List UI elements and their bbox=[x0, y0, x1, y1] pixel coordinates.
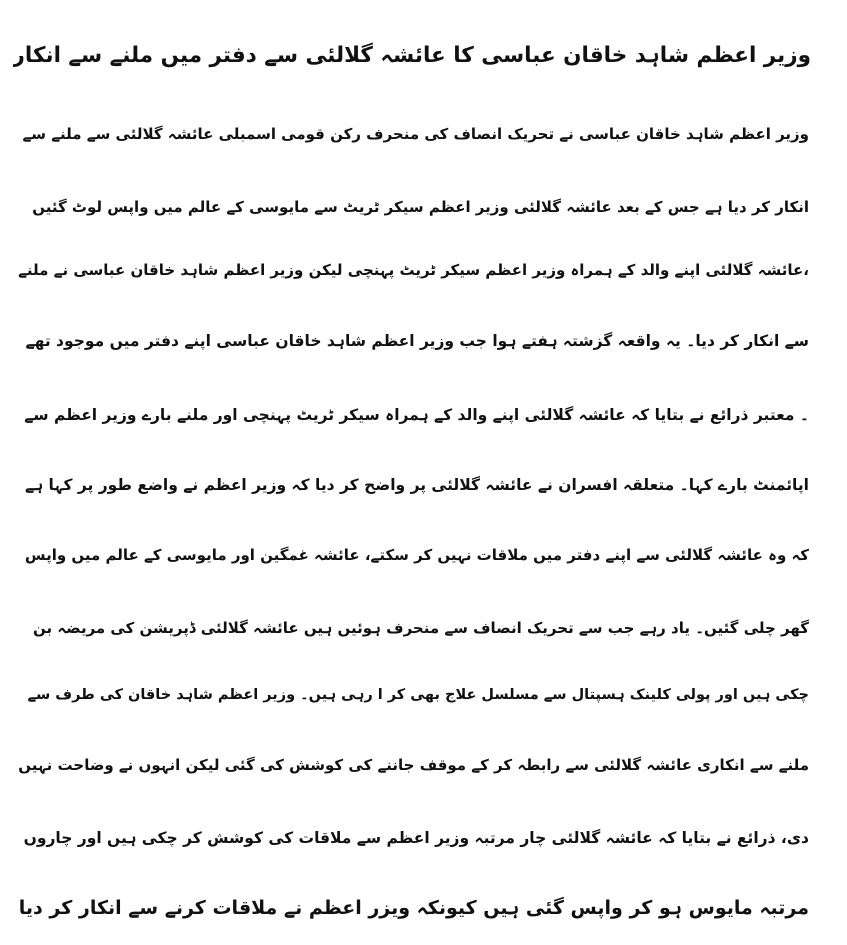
article-line-8: گھر چلی گئیں۔ یاد رہے جب سے تحریک انصاف سے منحرف ہوئیں ہیں عائشہ گلالئی ڈپریشن کی مریضہ بن bbox=[33, 619, 809, 637]
article-line-7: کہ وہ عائشہ گلالئی سے اپنے دفتر میں ملاقات نہیں کر سکتے، عائشہ غمگین اور مایوسی کے عالم میں واپس bbox=[24, 546, 809, 564]
article-line-3: ،عائشہ گلالئی اپنے والد کے ہمراہ وزیر اعظم سیکر ٹریٹ پہنچی لیکن وزیر اعظم شاہد خاقان عباسی نے ملنے bbox=[18, 261, 809, 279]
article-line-5: ۔ معتبر ذرائع نے بتایا کہ عائشہ گلالئی اپنے والد کے ہمراہ سیکر ٹریٹ پہنچی اور ملنے بارے وزیر اعظم سے bbox=[24, 406, 809, 424]
article-line-1: وزیر اعظم شاہد خاقان عباسی نے تحریک انصاف کی منحرف رکن قومی اسمبلی عائشہ گلالئی سے ملنے سے bbox=[22, 125, 809, 143]
article-line-2: انکار کر دیا ہے جس کے بعد عائشہ گلالئی وزیر اعظم سیکر ٹریٹ سے مایوسی کے عالم میں واپس لوٹ گئیں bbox=[32, 198, 809, 216]
article-line-12: مرتبہ مایوس ہو کر واپس گئی ہیں کیونکہ ویزر اعظم نے ملاقات کرنے سے انکار کر دیا bbox=[18, 897, 809, 919]
article-title: وزیر اعظم شاہد خاقان عباسی کا عائشہ گلالئی سے دفتر میں ملنے سے انکار bbox=[12, 43, 811, 68]
article-line-6: اپائمنٹ بارے کہا۔ متعلقہ افسران نے عائشہ گلالئی پر واضح کر دیا کہ وزیر اعظم نے واضع طور پر کہا ہے bbox=[25, 476, 809, 494]
article-line-9: چکی ہیں اور پولی کلینک ہسپتال سے مسلسل علاج بھی کر ا رہی ہیں۔ وزیر اعظم شاہد خاقان کی طرف سے bbox=[27, 687, 809, 703]
article-line-11: دی، ذرائع نے بتایا کہ عائشہ گلالئی چار مرتبہ وزیر اعظم سے ملاقات کی کوشش کر چکی ہیں اور چاروں bbox=[23, 829, 809, 847]
article-line-10: ملنے سے انکاری عائشہ گلالئی سے رابطہ کر کے موقف جاننے کی کوشش کی گئی لیکن انہوں نے وضاحت نہیں bbox=[18, 756, 809, 774]
article-line-4: سے انکار کر دیا۔ یہ واقعہ گزشتہ ہفتے ہوا جب وزیر اعظم شاہد خاقان عباسی اپنے دفتر میں موجود تھے bbox=[25, 332, 809, 350]
